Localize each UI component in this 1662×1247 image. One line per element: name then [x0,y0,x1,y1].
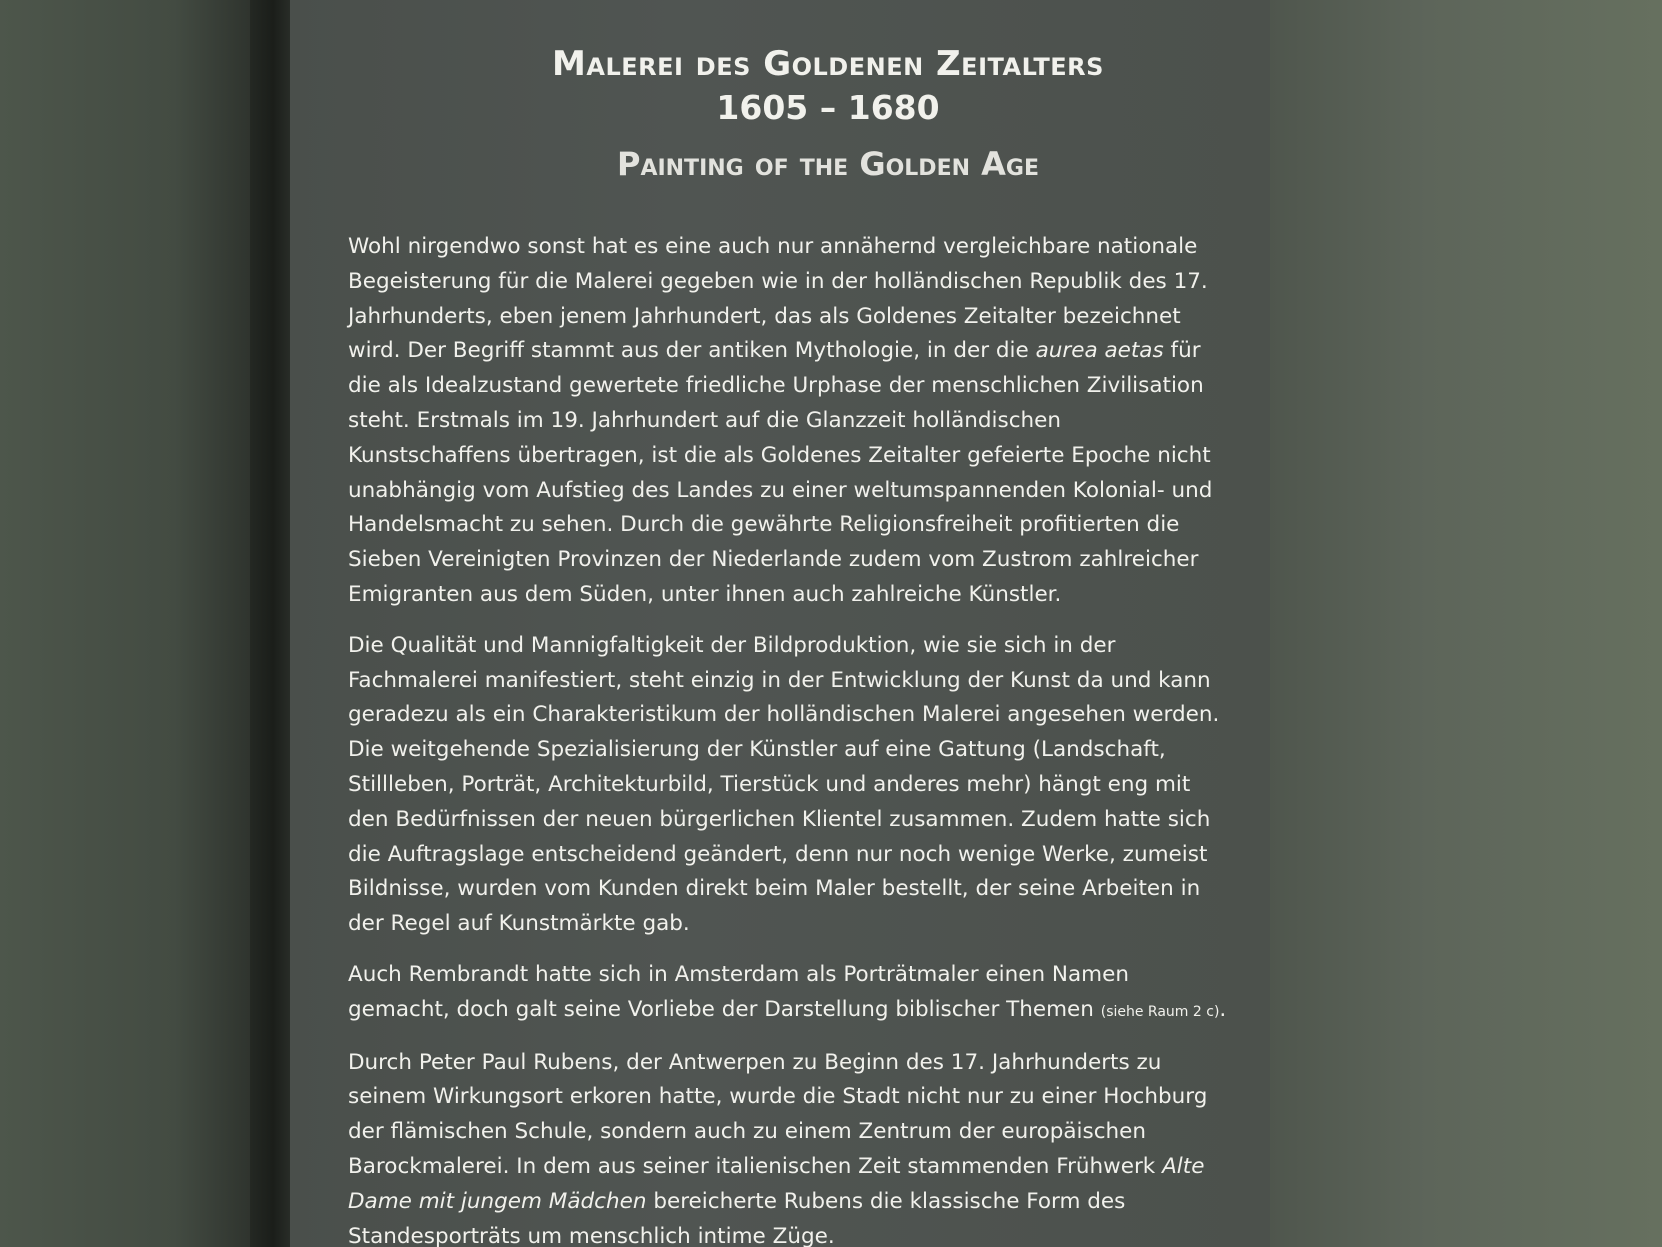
paragraph-rembrandt-text-b: . [1219,996,1227,1022]
paragraph-rubens-italic: Alte Dame mit jungem Mädchen [348,1153,1205,1214]
plaque-title-english: Painting of the Golden Age [616,145,1040,183]
plaque-text-block [348,42,1228,1247]
plaque-body [348,230,1228,1247]
plaque-years: 1605 – 1680 [716,88,940,127]
gallery-wall-right [1270,0,1662,1247]
paragraph-intro-italic: aurea aetas [1035,338,1164,364]
paragraph-rubens-text-b: bereicherte Rubens die klassische Form des Standesporträts um menschlich intime Züge. [348,1188,1126,1247]
paragraph-rembrandt [348,958,1228,1030]
paragraph-specialisation: Die Qualität und Mannigfaltigkeit der Bildproduktion, wie sie sich in der Fachmalerei manifestiert, steht einzig in der Entwicklung der Kunst da und kann geradezu als ein Charakteristikum der holländischen Malerei angesehen werden. Die weitgehende Spezialisierung der Künstler auf eine Gattung (Landschaft, Stillleben, Porträt, Architekturbild, Tierstück und anderes mehr) hängt eng mit den Bedürfnissen der neuen bürgerlichen Klientel zusammen. Zudem hatte sich die Auftragslage entscheidend geändert, denn nur noch wenige Werke, zumeist Bildnisse, wurden vom Kunden direkt beim Maler bestellt, der seine Arbeiten in der Regel auf Kunstmärkte gab. [348,632,1220,937]
paragraph-rubens [348,1046,1228,1247]
paragraph-rubens-text-a: Durch Peter Paul Rubens, der Antwerpen zu Beginn des 17. Jahrhunderts zu seinem Wirkungsort erkoren hatte, wurde die Stadt nicht nur zu einer Hochburg der flämischen Schule, sondern auch zu einem Zentrum der europäischen Barockmalerei. In dem aus seiner italienischen Zeit stammenden Frühwerk [348,1049,1208,1179]
paragraph-intro-text-b: für die als Idealzustand gewertete friedliche Urphase der menschlichen Zivilisation steht. Erstmals im 19. Jahrhundert auf die Glanzzeit holländischen Kunstschaffens übertragen, ist die als Goldenes Zeitalter gefeierte Epoche nicht unabhängig vom Aufstieg des Landes zu einer weltumspannenden Kolonial- und Handelsmacht zu sehen. Durch die gewährte Religionsfreiheit profitierten die Sieben Vereinigten Provinzen der Niederlande zudem vom Zustrom zahlreicher Emigranten aus dem Süden, unter ihnen auch zahlreiche Künstler. [348,338,1213,607]
room-reference-note: (siehe Raum 2 c) [1100,1003,1220,1020]
paragraph-rembrandt-text-a: Auch Rembrandt hatte sich in Amsterdam als Porträtmaler einen Namen gemacht, doch galt seine Vorliebe der Darstellung biblischer Themen [348,961,1129,1022]
paragraph-intro-text-a: Wohl nirgendwo sonst hat es eine auch nur annähernd vergleichbare nationale Begeisterung für die Malerei gegeben wie in der holländischen Republik des 17. Jahrhunderts, eben jenem Jahrhundert, das als Goldenes Zeitalter bezeichnet wird. Der Begriff stammt aus der antiken Mythologie, in der die [348,234,1208,364]
paragraph-intro [348,230,1228,613]
panel-side-edge [250,0,292,1247]
gallery-wall-left [0,0,250,1247]
plaque-title-german: Malerei des Goldenen Zeitalters [552,44,1104,84]
